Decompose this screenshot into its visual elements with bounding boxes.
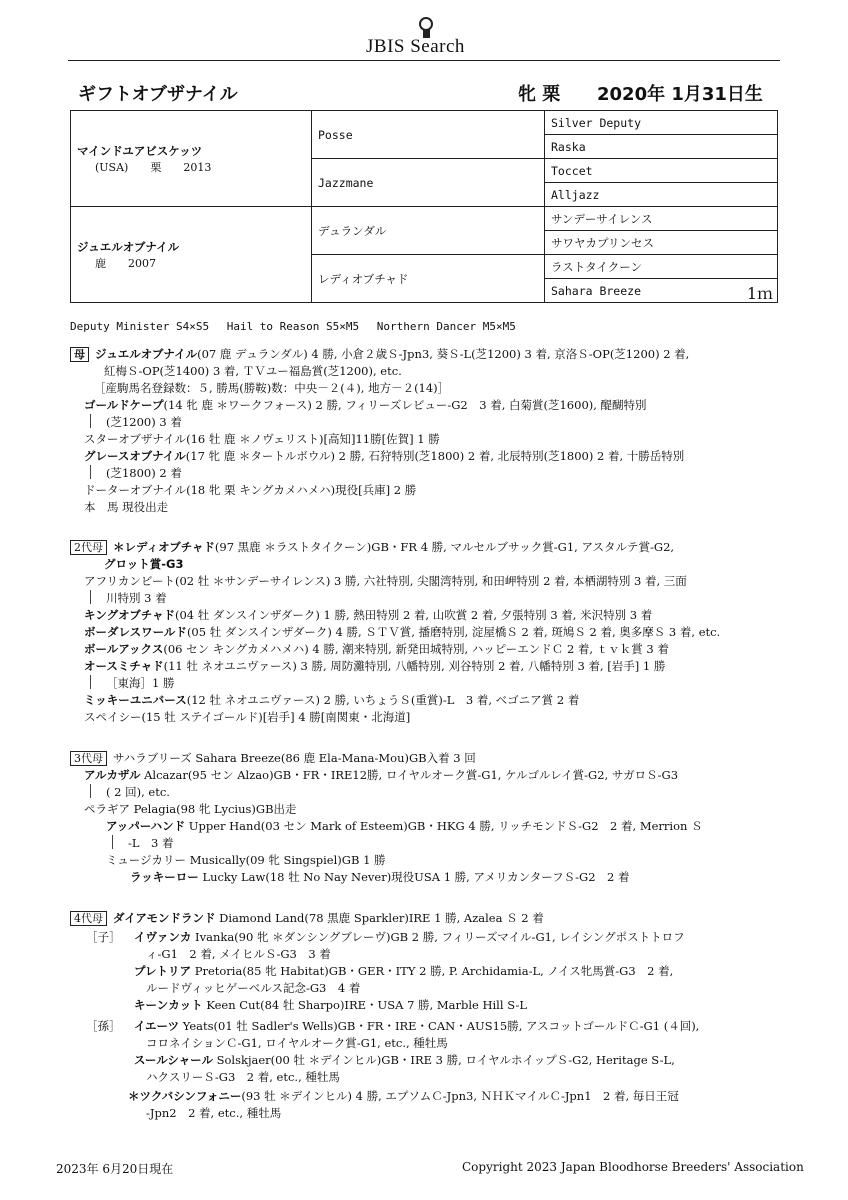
sire-sire[interactable]: Posse (312, 111, 545, 159)
pedigree-g3-4[interactable]: Alljazz (545, 183, 778, 207)
horse-link[interactable]: ボーダレスワールド (84, 625, 187, 639)
third-dam-entry (70, 750, 476, 766)
horse-link[interactable]: オースミチャド (84, 659, 164, 673)
logo-text: JBIS Search (366, 36, 465, 57)
horse-link[interactable]: アルカザル (84, 768, 141, 782)
section-tag-dam: 母 (70, 347, 89, 362)
entry-text: Diamond Land(78 黒鹿 Sparkler)IRE 1 勝, Azalea Ｓ 2 着 (219, 911, 544, 925)
horse-link[interactable]: スールシャール (134, 1053, 213, 1067)
entry-line: (芝1800) 2 着 (106, 466, 182, 480)
branch-line (90, 675, 91, 689)
entry-text: Alcazar(95 セン Alzao)GB・FR・IRE12勝, ロイヤルオーク賞-G1, ケルゴルレイ賞-G2, サガロＳ-G3 (144, 768, 679, 782)
progeny-entry (106, 818, 703, 834)
entry-text: Pretoria(85 牝 Habitat)GB・GER・ITY 2 勝, P. Archidamia-L, ノイス牝馬賞-G3 2 着, (194, 964, 674, 978)
progeny-entry (84, 692, 579, 708)
horse-link[interactable]: ダイアモンドランド (113, 911, 216, 925)
progeny-entry: 本 馬 現役出走 (84, 500, 169, 514)
entry-line: ィ-G1 2 着, メイヒルＳ-G3 3 着 (146, 947, 331, 961)
progeny-entry (84, 397, 647, 413)
entry-text: (17 牝 鹿 ＊タートルボウル) 2 勝, 石狩特別(芝1800) 2 着, 北辰特別(芝1800) 2 着, 十勝岳特別 (185, 449, 685, 463)
entry-text: (11 牡 ネオユニヴァース) 3 勝, 周防灘特別, 八幡特別, 刈谷特別 2 着, 八幡特別 3 着, [岩手] 1 勝 (163, 659, 666, 673)
progeny-entry: スターオブザナイル(16 牡 鹿 ＊ノヴェリスト)[高知]11勝[佐賀] 1 勝 (84, 432, 440, 446)
entry-line: 紅梅Ｓ-OP(芝1400) 3 着, ＴＶユー福島賞(芝1200), etc. (104, 364, 402, 378)
sire-dam[interactable]: Jazzmane (312, 159, 545, 207)
sex-color: 牝 栗 (518, 84, 561, 105)
dam-dam[interactable]: レディオブチャド (312, 255, 545, 303)
progeny-entry (134, 1052, 675, 1068)
family-mark: 1ｍ (746, 284, 773, 303)
dam-cell[interactable] (71, 207, 312, 303)
entry-text: Solskjaer(00 牡 ＊デインヒル)GB・IRE 3 勝, ロイヤルホイップＳ-G2, Heritage S-L, (216, 1053, 675, 1067)
horse-link[interactable]: キーンカット (134, 998, 203, 1012)
pedigree-g3-8[interactable] (545, 279, 778, 303)
fourth-dam-entry (70, 910, 544, 926)
progeny-entry: ペラギア Pelagia(98 牝 Lycius)GB出走 (84, 802, 297, 816)
progeny-entry: スペイシー(15 牡 ステイゴールド)[岩手] 4 勝[南関東・北海道] (84, 710, 411, 724)
progeny-entry (84, 658, 665, 674)
progeny-entry (134, 963, 673, 979)
progeny-entry (128, 1088, 679, 1104)
pedigree-table (70, 110, 778, 303)
horse-link[interactable]: イヴァンカ (134, 930, 192, 944)
section-tag-4th-dam: 4代母 (70, 911, 107, 926)
dam-sire[interactable]: デュランダル (312, 207, 545, 255)
pedigree-g3-1[interactable]: Silver Deputy (545, 111, 778, 135)
horse-link[interactable]: ラッキーロー (130, 870, 199, 884)
entry-text: Yeats(01 牡 Sadler's Wells)GB・FR・IRE・CAN・AUS15勝, アスコットゴールドＣ-G1 (４回), (182, 1019, 700, 1033)
horse-link[interactable]: ミッキーユニバース (84, 693, 187, 707)
progeny-entry (84, 767, 678, 783)
entry-text: (04 牡 ダンスインザダーク) 1 勝, 熱田特別 2 着, 山吹賞 2 着, 夕張特別 3 着, 米沢特別 3 着 (174, 608, 653, 622)
horse-link[interactable]: ＊ツクバシンフォニー (128, 1089, 242, 1103)
entry-text: Keen Cut(84 牡 Sharpo)IRE・USA 7 勝, Marble Hill S-L (206, 998, 528, 1012)
horse-link[interactable]: グレースオブナイル (84, 449, 186, 463)
progeny-entry: ドーターオブナイル(18 牝 栗 キングカメハメハ)現役[兵庫] 2 勝 (84, 483, 417, 497)
header-divider (68, 60, 780, 61)
race-text: グロット賞-G3 (104, 557, 184, 571)
dam-info: 鹿 2007 (95, 256, 156, 270)
horse-pin-icon (414, 16, 436, 38)
branch-line (112, 835, 113, 849)
entry-line (104, 556, 183, 572)
progeny-entry (134, 997, 527, 1013)
entry-line: (芝1200) 3 着 (106, 415, 182, 429)
pedigree-g3-5[interactable]: サンデーサイレンス (545, 207, 778, 231)
progeny-entry: アフリカンビート(02 牡 ＊サンデーサイレンス) 3 勝, 六社特別, 尖閣湾特別, 和田岬特別 2 着, 本栖湖特別 3 着, 三面 (84, 574, 687, 588)
branch-line (90, 590, 91, 604)
horse-link[interactable]: キングオブチャド (84, 608, 175, 622)
horse-link[interactable]: ジュエルオブナイル (95, 347, 198, 361)
entry-line: 川特別 3 着 (106, 591, 167, 605)
entry-text: (12 牡 ネオユニヴァース) 2 勝, いちょうＳ(重賞)-L 3 着, ベゴニア賞 2 着 (186, 693, 580, 707)
section-tag-2nd-dam: 2代母 (70, 540, 107, 555)
progeny-entry: ミュージカリー Musically(09 牝 Singspiel)GB 1 勝 (106, 853, 386, 867)
pedigree-g3-6[interactable]: サワヤカプリンセス (545, 231, 778, 255)
branch-line (90, 784, 91, 798)
horse-link[interactable]: イエーツ (134, 1019, 180, 1033)
child-label: ［子］ (86, 930, 121, 944)
sire-name: マインドユアビスケッツ (77, 143, 203, 158)
entry-text: (05 牡 ダンスインザダーク) 4 勝, ＳＴＶ賞, 播磨特別, 淀屋橋Ｓ 2 着, 斑鳩Ｓ 2 着, 奥多摩Ｓ 3 着, etc. (186, 625, 721, 639)
entry-line: -L 3 着 (128, 836, 174, 850)
pedigree-g3-7[interactable]: ラストタイクーン (545, 255, 778, 279)
entry-line: ［東海］1 勝 (106, 676, 175, 690)
horse-link[interactable]: アッパーハンド (106, 819, 186, 833)
progeny-entry (84, 607, 652, 623)
entry-text: (14 牝 鹿 ＊ワークフォース) 2 勝, フィリーズレビュー-G2 3 着, 白菊賞(芝1600), 醍醐特別 (163, 398, 647, 412)
grandchild-label: ［孫］ (86, 1019, 121, 1033)
footer-copyright: Copyright 2023 Japan Bloodhorse Breeders' Association (462, 1160, 804, 1174)
entry-text: (07 鹿 デュランダル) 4 勝, 小倉２歳Ｓ-Jpn3, 葵Ｓ-L(芝1200) 3 着, 京洛Ｓ-OP(芝1200) 2 着, (197, 347, 690, 361)
progeny-entry (84, 448, 684, 464)
progeny-entry (84, 624, 720, 640)
entry-line: ( 2 回), etc. (106, 785, 170, 799)
progeny-entry (134, 929, 685, 945)
progeny-entry (134, 1018, 699, 1034)
birth-date: 2020年 1月31日生 (597, 84, 763, 105)
sire-info: (USA) 栗 2013 (95, 160, 212, 174)
horse-link[interactable]: ゴールドケープ (84, 398, 164, 412)
jbis-logo (366, 10, 496, 60)
horse-link[interactable]: ボールアックス (84, 642, 164, 656)
branch-line (90, 465, 91, 479)
horse-link[interactable]: プレトリア (134, 964, 192, 978)
dam-entry (70, 346, 689, 362)
produce-summary: ［産駒馬名登録数：５, 勝馬(勝鞍)数：中央－２(４), 地方－２(14)］ (94, 381, 450, 395)
entry-text: Upper Hand(03 セン Mark of Esteem)GB・HKG 4 勝, リッチモンドＳ-G2 2 着, Merrion Ｓ (188, 819, 703, 833)
progeny-entry (130, 869, 630, 885)
pedigree-g3-8-name: Sahara Breeze (551, 283, 642, 298)
horse-link[interactable]: ＊レディオブチャド (113, 540, 215, 554)
entry-text: Lucky Law(18 牡 No Nay Never)現役USA 1 勝, アメリカンターフＳ-G2 2 着 (202, 870, 630, 884)
entry-line: コロネイションＣ-G1, ロイヤルオーク賞-G1, etc., 種牡馬 (146, 1036, 448, 1050)
entry-line: -Jpn2 2 着, etc., 種牡馬 (146, 1106, 282, 1120)
entry-text: (06 セン キングカメハメハ) 4 勝, 潮来特別, 新発田城特別, ハッピーエンドＣ 2 着, ｔｖｋ賞 3 着 (163, 642, 669, 656)
progeny-entry (84, 641, 669, 657)
entry-text: Ivanka(90 牝 ＊ダンシングブレーヴ)GB 2 勝, フィリーズマイル-G1, レイシングポストトロフ (195, 930, 685, 944)
horse-name: ギフトオブザナイル (78, 84, 238, 105)
entry-text: (93 牡 ＊デインヒル) 4 勝, エプソムＣ-Jpn3, ＮＨＫマイルＣ-Jpn1 2 着, 毎日王冠 (241, 1089, 679, 1103)
pedigree-g3-2[interactable]: Raska (545, 135, 778, 159)
branch-line (90, 414, 91, 428)
inbreeding-line: Deputy Minister S4×S5 Hail to Reason S5×M5 Northern Dancer M5×M5 (70, 320, 516, 333)
section-tag-3rd-dam: 3代母 (70, 751, 107, 766)
sire-cell[interactable] (71, 111, 312, 207)
pedigree-g3-3[interactable]: Toccet (545, 159, 778, 183)
footer-date: 2023年 6月20日現在 (56, 1162, 174, 1176)
entry-line: ハクスリーＳ-G3 2 着, etc., 種牡馬 (146, 1070, 340, 1084)
dam-name: ジュエルオブナイル (77, 239, 180, 254)
granddam-entry (70, 539, 674, 555)
entry-text: サハラブリーズ Sahara Breeze(86 鹿 Ela-Mana-Mou)GB入着 3 回 (113, 751, 476, 765)
entry-line: ルードヴィッヒゲーベルス記念-G3 4 着 (146, 981, 361, 995)
entry-text: (97 黒鹿 ＊ラストタイクーン)GB・FR 4 勝, マルセルブサック賞-G1, アスタルテ賞-G2, (214, 540, 675, 554)
